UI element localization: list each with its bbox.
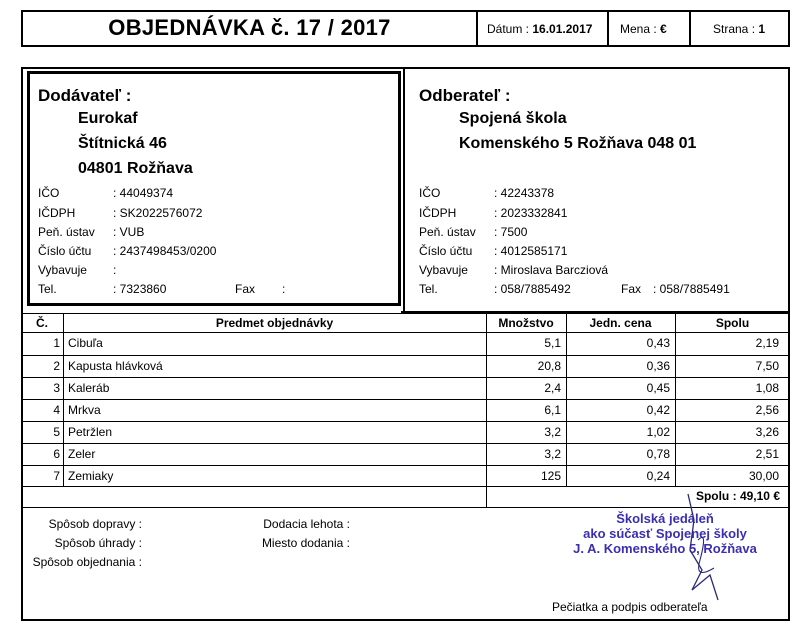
row-quantity: 6,1	[544, 403, 561, 417]
supplier-field-value: :	[113, 263, 117, 277]
row-number: 2	[53, 359, 60, 373]
supplier-name: Eurokaf	[78, 110, 138, 127]
row-quantity: 5,1	[544, 336, 561, 350]
row-item: Petržlen	[68, 425, 113, 439]
supplier-field-ico	[38, 186, 59, 200]
supplier-field-label: Vybavuje	[38, 263, 87, 277]
customer-fax-label: Fax	[621, 282, 642, 296]
row-quantity: 20,8	[537, 359, 561, 373]
row-item: Zemiaky	[68, 469, 114, 483]
row-unit-price: 0,78	[646, 447, 670, 461]
column-header-total: Spolu	[715, 316, 750, 330]
customer-heading: Odberateľ :	[419, 86, 511, 105]
row-number: 4	[53, 403, 60, 417]
row-quantity: 3,2	[544, 425, 561, 439]
supplier-fax-label: Fax	[235, 282, 256, 296]
row-item: Zeler	[68, 447, 96, 461]
sum-bottom-line	[21, 507, 790, 508]
currency-field	[620, 22, 667, 36]
row-unit-price: 0,42	[646, 403, 670, 417]
row-unit-price: 0,24	[646, 469, 670, 483]
grand-total-label: Spolu :	[695, 489, 737, 503]
row-total: 1,08	[755, 381, 779, 395]
page-label: Strana :	[713, 22, 756, 36]
customer-field-label: Peň. ústav	[419, 225, 476, 239]
customer-address: Komenského 5 Rožňava 048 01	[459, 135, 697, 152]
delivery-place-label: Miesto dodania :	[261, 536, 350, 550]
supplier-field-label: Číslo účtu	[38, 244, 92, 258]
stamp-line: ako súčasť Spojenej školy	[583, 526, 747, 541]
transport-label: Spôsob dopravy :	[48, 517, 142, 531]
currency-label: Mena :	[620, 22, 657, 36]
supplier-field-value: : 2437498453/0200	[113, 244, 217, 258]
supplier-field-value: : 7323860	[113, 282, 167, 296]
customer-fax-value: : 058/7885491	[653, 282, 730, 296]
customer-field-value: : 42243378	[494, 186, 555, 200]
ordering-label: Spôsob objednania :	[32, 555, 142, 569]
supplier-field-label: IČO	[38, 186, 60, 200]
signature-label: Pečiatka a podpis odberateľa	[552, 600, 708, 614]
row-number: 5	[53, 425, 60, 439]
row-unit-price: 0,43	[646, 336, 670, 350]
column-header-quantity: Množstvo	[498, 316, 554, 330]
page-field	[713, 22, 765, 36]
date-value: 16.01.2017	[532, 22, 593, 36]
customer-field-value: : 7500	[494, 225, 528, 239]
supplier-city: 04801 Rožňava	[78, 160, 193, 177]
supplier-field-value: : SK2022576072	[113, 206, 203, 220]
row-total: 7,50	[755, 359, 779, 373]
delivery-term-label: Dodacia lehota :	[263, 517, 350, 531]
date-label: Dátum :	[487, 22, 530, 36]
supplier-field-value: : 44049374	[113, 186, 174, 200]
row-number: 1	[53, 336, 60, 350]
row-quantity: 3,2	[544, 447, 561, 461]
party-vertical-divider	[403, 67, 405, 313]
row-total: 2,19	[755, 336, 779, 350]
row-quantity: 2,4	[544, 381, 561, 395]
row-quantity: 125	[540, 469, 561, 483]
customer-name: Spojená škola	[459, 110, 567, 127]
supplier-fax-value: :	[282, 282, 286, 296]
date-field	[487, 22, 592, 36]
customer-field-label: IČDPH	[419, 206, 457, 220]
column-header-item: Predmet objednávky	[215, 316, 334, 330]
row-total: 30,00	[748, 469, 779, 483]
customer-field-value: : 2023332841	[494, 206, 568, 220]
row-unit-price: 1,02	[646, 425, 670, 439]
customer-field-value: : 058/7885492	[494, 282, 571, 296]
row-item: Mrkva	[68, 403, 101, 417]
row-total: 2,56	[755, 403, 779, 417]
row-number: 6	[53, 447, 60, 461]
row-total: 3,26	[755, 425, 779, 439]
row-number: 3	[53, 381, 60, 395]
column-header-no: Č.	[36, 316, 48, 330]
customer-field-value: : Miroslava Barcziová	[494, 263, 609, 277]
customer-field-label: Tel.	[419, 282, 438, 296]
row-total: 2,51	[755, 447, 779, 461]
customer-field-label: IČO	[419, 186, 441, 200]
row-number: 7	[53, 469, 60, 483]
supplier-street: Štítnická 46	[78, 135, 167, 152]
column-header-unit-price: Jedn. cena	[589, 316, 652, 330]
customer-field-label: Číslo účtu	[419, 244, 473, 258]
currency-value: €	[660, 22, 667, 36]
supplier-field-label: IČDPH	[38, 206, 76, 220]
supplier-field-label: Peň. ústav	[38, 225, 95, 239]
stamp-line: Školská jedáleň	[616, 511, 714, 526]
handwritten-signature	[680, 490, 740, 615]
row-item: Cibuľa	[68, 336, 103, 350]
row-item: Kaleráb	[68, 381, 110, 395]
customer-field-label: Vybavuje	[419, 263, 468, 277]
payment-label: Spôsob úhrady :	[54, 536, 142, 550]
stamp-line: J. A. Komenského 5, Rožňava	[573, 541, 757, 556]
supplier-field-label: Tel.	[38, 282, 57, 296]
row-unit-price: 0,45	[646, 381, 670, 395]
grand-total-value: 49,10 €	[739, 489, 780, 503]
document-title: OBJEDNÁVKA č. 17 / 2017	[108, 15, 391, 40]
row-unit-price: 0,36	[646, 359, 670, 373]
page-value: 1	[758, 22, 766, 36]
row-item: Kapusta hlávková	[68, 359, 163, 373]
supplier-field-value: : VUB	[113, 225, 145, 239]
school-stamp	[545, 511, 785, 556]
supplier-heading: Dodávateľ :	[38, 86, 132, 105]
customer-field-value: : 4012585171	[494, 244, 568, 258]
